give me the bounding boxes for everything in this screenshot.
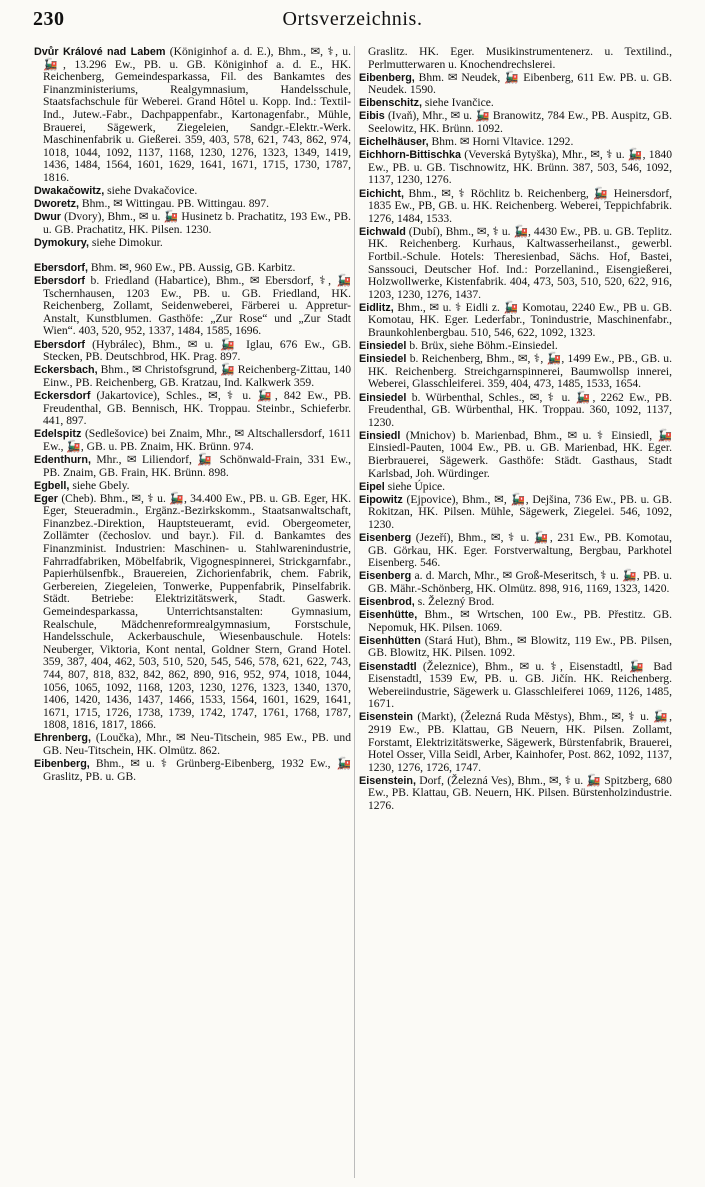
entry-text: (Ejpovice), Bhm., ✉, 🚂, Dejšina, 736 Ew., PB. u. GB. Rokitzan, HK. Pilsen. Mühle, Sägewerk, Ziegelei. 546, 1092, 1230. bbox=[368, 492, 672, 531]
entry-text: siehe Dvakačovice. bbox=[107, 184, 198, 198]
entry-headword: Eibis bbox=[359, 110, 385, 123]
gazetteer-entry bbox=[359, 481, 672, 494]
entry-text: (Cheb). Bhm., ✉, ⚕ u. 🚂, 34.400 Ew., PB. u. GB. Eger, HK. Eger, Steueradmin., Ergänz.-Bezirkskomm., Staatsanwaltschaft, Finanzbez.-Direktion, Hauptsteueramt, evid. Obergeometer, Zollämter (čechoslov. und bayr.). Fil. d. Bankamtes des Finanzminist. Industrien: Maschinen- u. Stahlwarenindustrie, Fahrradfabriken, Möbelfabrik, Vigognespinnerei, Strickgarnfabr., Papierhülsenfbk., Brauereien, Zichorienfabrik, chem. Fabrik, Gerbereien, Ziegeleien, Tonwerke, Puppenfabrik, Pinselfabrik. Städt. Betriebe: Elektrizitätswerk, Stadt. Gaswerk. Gemeindesparkassa, Unterrichtsanstalten: Gymnasium, Realschule, Mädchenreformrealgymnasium, Forstschule, Handelsschule, Ackerbauschule, Wiesenbauschule. Hotels: Neuberger, Viktoria, Kont nental, Goldner Stern, Grand Hotel. 359, 387, 404, 462, 503, 510, 520, 545, 546, 578, 621, 622, 743, 744, 807, 818, 832, 842, 862, 890, 916, 952, 974, 1018, 1044, 1056, 1065, 1092, 1168, 1203, 1230, 1276, 1323, 1340, 1370, 1406, 1420, 1436, 1437, 1466, 1533, 1564, 1601, 1629, 1641, 1671, 1715, 1726, 1738, 1739, 1742, 1747, 1761, 1768, 1787, 1808, 1816, 1817, 1866. bbox=[43, 491, 351, 732]
entry-text: Bhm., ✉ Wittingau. PB. Wittingau. 897. bbox=[81, 197, 270, 211]
gazetteer-entry bbox=[359, 188, 672, 226]
entry-text: (Veverská Bytyška), Mhr., ✉, ⚕ u. 🚂, 1840 Ew., PB. u. GB. Tischnowitz, HK. Brünn. 387, 503, 546, 1092, 1137, 1230, 1276. bbox=[368, 148, 672, 187]
entry-headword: Einsiedel bbox=[359, 353, 407, 366]
entry-headword: Ebersdorf bbox=[34, 275, 85, 288]
entry-text: siehe Ivančice. bbox=[424, 96, 494, 110]
entry-headword: Egbell, bbox=[34, 479, 70, 492]
entry-headword: Eisenstadtl bbox=[359, 660, 417, 673]
gazetteer-entry bbox=[34, 493, 351, 732]
entry-headword: Einsiedl bbox=[359, 429, 401, 442]
entry-text: (Mnichov) b. Marienbad, Bhm., ✉ u. ⚕ Einsiedl, 🚂 Einsiedl-Pauten, 1004 Ew., PB. u. GB. Marienbad, HK. Eger. Bierbrauerei, Sägewerk. Gasthöfe: Städt. Gasthaus, Stadt Karlsbad, Joh. Würdinger. bbox=[368, 428, 672, 480]
entry-text: (Jakartovice), Schles., ✉, ⚕ u. 🚂, 842 Ew., PB. Freudenthal, GB. Bennisch, HK. Troppau. Steinbr., Schieferbr. 441, 897. bbox=[43, 388, 351, 428]
gazetteer-entry bbox=[359, 570, 672, 595]
gazetteer-entry bbox=[359, 635, 672, 660]
entry-headword: Eibenberg, bbox=[34, 758, 90, 771]
entry-headword: Eibenschitz, bbox=[359, 97, 422, 110]
entry-text: siehe Dimokur. bbox=[91, 235, 163, 249]
page-header bbox=[0, 0, 705, 38]
entry-headword: Dwakačowitz, bbox=[34, 185, 105, 198]
page-title: Ortsverzeichnis. bbox=[282, 8, 423, 30]
gazetteer-entry bbox=[34, 480, 351, 493]
entry-text: (Dvory), Bhm., ✉ u. 🚂 Husinetz b. Prachatitz, 193 Ew., PB. u. GB. Prachatitz, HK. Pilsen. 1230. bbox=[43, 210, 351, 236]
gazetteer-entry bbox=[34, 211, 351, 236]
gazetteer-entry bbox=[359, 711, 672, 774]
entry-text: b. Friedland (Habartice), Bhm., ✉ Ebersdorf, ⚕, 🚂 Tschernhausen, 1203 Ew., PB. u. GB. Friedland, HK. Reichenberg, Zollamt, Seidenweberei, Färberei u. Appretur-Anstalt, Kunstblumen. Gasthöfe: „Zur Rose“ und „Zur Stadt Wien“. 403, 520, 952, 1337, 1484, 1585, 1696. bbox=[43, 274, 351, 338]
entry-text: Bhm. ✉ Horni Vltavice. 1292. bbox=[431, 135, 574, 149]
entry-text: (Ivaň), Mhr., ✉ u. 🚂 Branowitz, 784 Ew., PB. Auspitz, GB. Seelowitz, HK. Brünn. 1092. bbox=[368, 109, 672, 136]
entry-text: Dorf, (Železná Ves), Bhm., ✉, ⚕ u. 🚂 Spitzberg, 680 Ew., PB. Klattau, GB. Neuern, HK. Pilsen. Bürstenholzindustrie. 1276. bbox=[368, 773, 672, 813]
entry-text: (Markt), (Železná Ruda Městys), Bhm., ✉, ⚕ u. 🚂, 2919 Ew., PB. Klattau, GB Neuern, HK. Pilsen. Zollamt, Forstamt, Elektrizitätswerke, Sägewerk, Bürstenfabrik, Brauerei, Hotel Osser, Villa Seidl, Arber, Kainhofer, Post. 862, 1092, 1137, 1230, 1276, 1726, 1747. bbox=[368, 710, 672, 774]
entry-text: Bhm., ✉ u. ⚕ Grünberg-Eibenberg, 1932 Ew., 🚂 Graslitz, PB. u. GB. bbox=[43, 757, 351, 783]
gazetteer-entry bbox=[359, 661, 672, 711]
left-column bbox=[34, 46, 351, 1178]
gazetteer-entry bbox=[34, 46, 351, 185]
entry-headword: Eichicht, bbox=[359, 187, 404, 200]
entry-headword: Dwur bbox=[34, 211, 61, 224]
entry-text: b. Brüx, siehe Böhm.-Einsiedel. bbox=[409, 339, 558, 353]
entry-headword: Eisenberg bbox=[359, 570, 412, 583]
gazetteer-entry bbox=[359, 353, 672, 391]
gazetteer-entry bbox=[34, 262, 351, 275]
gazetteer-entry bbox=[359, 136, 672, 149]
gazetteer-entry bbox=[34, 428, 351, 453]
entry-headword: Eichhorn-Bittischka bbox=[359, 149, 461, 162]
entry-text: (Loučka), Mhr., ✉ Neu-Titschein, 985 Ew., PB. und GB. Neu-Titschein, HK. Olmütz. 862. bbox=[43, 731, 351, 758]
gazetteer-entry bbox=[34, 454, 351, 479]
entry-text: a. d. March, Mhr., ✉ Groß-Meseritsch, ⚕ u. 🚂, PB. u. GB. Mähr.-Schönberg, HK. Olmütz. 898, 916, 1169, 1323, 1420. bbox=[368, 569, 672, 595]
entry-text: Bhm., ✉ Wrtschen, 100 Ew., PB. Přestitz. GB. Nepomuk, HK. Pilsen. 1069. bbox=[368, 608, 672, 634]
gazetteer-entry bbox=[34, 275, 351, 338]
entry-headword: Eichelhäuser, bbox=[359, 136, 429, 149]
entry-headword: Dvůr Králové nad Labem bbox=[34, 46, 166, 58]
page-number: 230 bbox=[33, 8, 65, 30]
gazetteer-entry bbox=[359, 110, 672, 135]
gazetteer-entry bbox=[34, 185, 351, 198]
right-column bbox=[359, 46, 672, 1178]
gazetteer-entry bbox=[359, 430, 672, 480]
gazetteer-entry bbox=[34, 732, 351, 757]
entry-headword: Dworetz, bbox=[34, 198, 79, 211]
entry-headword: Eichwald bbox=[359, 225, 406, 238]
entry-text: (Jezeří), Bhm., ✉, ⚕ u. 🚂, 231 Ew., PB. Komotau, GB. Görkau, HK. Eger. Forstverwaltung, Bergbau, Parkhotel Eisenberg. 546. bbox=[368, 531, 672, 570]
entry-headword: Eckersbach, bbox=[34, 364, 98, 377]
entry-headword: Eipel bbox=[359, 480, 385, 493]
gazetteer-entry bbox=[359, 226, 672, 302]
entry-headword: Ebersdorf bbox=[34, 338, 85, 351]
entry-text: Bhm. ✉ Neudek, 🚂 Eibenberg, 611 Ew. PB. u. GB. Neudek. 1590. bbox=[368, 70, 672, 97]
gazetteer-entry bbox=[34, 339, 351, 364]
gazetteer-entry bbox=[359, 72, 672, 97]
entry-text: Graslitz. HK. Eger. Musikinstrumentenerz. u. Textilind., Perlmutterwaren u. Knochendrechslerei. bbox=[368, 46, 672, 71]
gazetteer-entry bbox=[359, 532, 672, 570]
entry-headword: Ebersdorf, bbox=[34, 262, 88, 274]
gazetteer-entry bbox=[34, 758, 351, 783]
entry-headword: Eipowitz bbox=[359, 493, 403, 506]
entry-text: (Sedlešovice) bei Znaim, Mhr., ✉ Altschallersdorf, 1611 Ew., 🚂, GB. u. PB. Znaim, HK. Brünn. 974. bbox=[43, 427, 351, 453]
gazetteer-entry bbox=[34, 198, 351, 211]
entry-text: (Hybrálec), Bhm., ✉ u. 🚂 Iglau, 676 Ew., GB. Stecken, PB. Deutschbrod, HK. Prag. 897. bbox=[43, 337, 351, 364]
entry-text: s. Železný Brod. bbox=[417, 595, 495, 609]
entry-text: siehe Gbely. bbox=[72, 478, 130, 492]
gazetteer-entry bbox=[359, 340, 672, 353]
gazetteer-entry bbox=[359, 596, 672, 609]
column-divider bbox=[354, 46, 355, 1178]
gazetteer-entry bbox=[359, 46, 672, 71]
gazetteer-entry bbox=[34, 390, 351, 428]
entry-text: (Železnice), Bhm., ✉ u. ⚕, Eisenstadtl, 🚂 Bad Eisenstadtl, 1539 Ew, PB. u. GB. Jičín. HK. Reichenberg. Webereiindustrie, Sägewerk u. Glasschleiferei 1069, 1126, 1485, 1671. bbox=[368, 659, 672, 711]
entry-text: Bhm., ✉, ⚕ Röchlitz b. Reichenberg, 🚂 Heinersdorf, 1835 Ew., PB, GB. u. HK. Reichenberg. Weberei, Teppichfabrik. 1276, 1484, 1533. bbox=[368, 186, 672, 225]
entry-text: Bhm., ✉ u. ⚕ Eidli z. 🚂 Komotau, 2240 Ew., PB u. GB. Komotau, HK. Eger. Lederfabr., Tonindustrie, Maschinenfabr., Braunkohlenbergbau. 510, 546, 622, 1092, 1323. bbox=[368, 300, 672, 340]
entry-headword: Einsiedel bbox=[359, 340, 407, 353]
entry-headword: Eisenhütten bbox=[359, 634, 421, 647]
gazetteer-entry bbox=[359, 609, 672, 634]
entry-text: b. Würbenthal, Schles., ✉, ⚕ u. 🚂, 2262 Ew., PB. Freudenthal, GB. Würbenthal, HK. Troppau. 360, 1092, 1137, 1230. bbox=[368, 390, 672, 429]
gazetteer-entry bbox=[359, 149, 672, 187]
gazetteer-entry bbox=[359, 392, 672, 430]
entry-headword: Eisenstein, bbox=[359, 774, 417, 787]
entry-headword: Edelspitz bbox=[34, 428, 82, 441]
entry-headword: Ehrenberg, bbox=[34, 732, 91, 745]
gazetteer-entry bbox=[34, 364, 351, 389]
entry-text: (Königinhof a. d. E.), Bhm., ✉, ⚕, u. 🚂, 13.296 Ew., PB. u. GB. Königinhof a. d. E., HK. Reichenberg, Gemeindesparkassa, Fil. des Bankamtes des Finanzministeriums, Realgymnasium, Handelsschule, Staatsfachschule für Weberei. Grand Hôtel u. Kopp. Ind.: Textil-Ind., Jutew.-Fabr., Dachpappenfabr., Kartonagenfabr., Mühle, Brauerei, Sägewerk, Ziegeleien, Sandgr.-Elektr.-Werk. Maschinenfabrik u. Gießerei. 359, 403, 578, 621, 743, 862, 974, 1018, 1044, 1092, 1137, 1168, 1230, 1276, 1323, 1349, 1419, 1436, 1484, 1564, 1601, 1629, 1641, 1671, 1715, 1730, 1787, 1816. bbox=[43, 46, 351, 184]
gazetteer-entry bbox=[359, 302, 672, 340]
entry-headword: Dymokury, bbox=[34, 236, 90, 249]
entry-headword: Eidlitz, bbox=[359, 301, 394, 314]
entry-headword: Eisenbrod, bbox=[359, 596, 415, 609]
entry-headword: Edenthurn, bbox=[34, 453, 91, 466]
entry-headword: Eisenstein bbox=[359, 711, 414, 724]
entry-text: Mhr., ✉ Liliendorf, 🚂 Schönwald-Frain, 331 Ew., PB. Znaim, GB. Frain, HK. Brünn. 898. bbox=[43, 452, 351, 479]
entry-text: b. Reichenberg, Bhm., ✉, ⚕, 🚂, 1499 Ew., PB., GB. u. HK. Reichenberg. Streichgarnspinnerei, Baumwollsp innerei, Weberei, Glasschleiferei. 359, 404, 473, 1485, 1533, 1654. bbox=[368, 352, 672, 391]
entry-text: (Stará Hut), Bhm., ✉ Blowitz, 119 Ew., PB. Pilsen, GB. Blowitz, HK. Pilsen. 1092. bbox=[368, 633, 672, 660]
entry-text: Bhm., ✉ Christofsgrund, 🚂 Reichenberg-Zittau, 140 Einw., PB. Reichenberg, GB. Kratzau, Ind. Kalkwerk 359. bbox=[43, 363, 351, 389]
entry-headword: Eisenhütte, bbox=[359, 609, 418, 622]
entry-text: Bhm. ✉, 960 Ew., PB. Aussig, GB. Karbitz. bbox=[90, 261, 296, 274]
gazetteer-entry bbox=[359, 494, 672, 532]
entry-text: siehe Úpice. bbox=[387, 479, 446, 493]
entry-headword: Eibenberg, bbox=[359, 71, 415, 84]
entry-headword: Eger bbox=[34, 492, 59, 505]
gazetteer-entry bbox=[359, 775, 672, 813]
entry-headword: Eckersdorf bbox=[34, 389, 91, 402]
entry-headword: Einsiedel bbox=[359, 391, 407, 404]
entry-text: (Dubí), Bhm., ✉, ⚕ u. 🚂, 4430 Ew., PB. u. GB. Teplitz. HK. Reichenberg. Kurhaus, Kaltwasserheilanst., gewerbl. Fortbil.-Schule. Hotels: Theresienbad, Sächs. Hof, Bastei, Sanssouci, Deutscher Hof. Ind.: Porzellanind., Eisengießerei, Holzwollwerke, Kistenfabrik. 404, 473, 503, 510, 520, 622, 916, 1203, 1230, 1276, 1437. bbox=[368, 224, 672, 301]
entry-headword: Eisenberg bbox=[359, 532, 412, 545]
gazetteer-entry bbox=[34, 237, 351, 250]
